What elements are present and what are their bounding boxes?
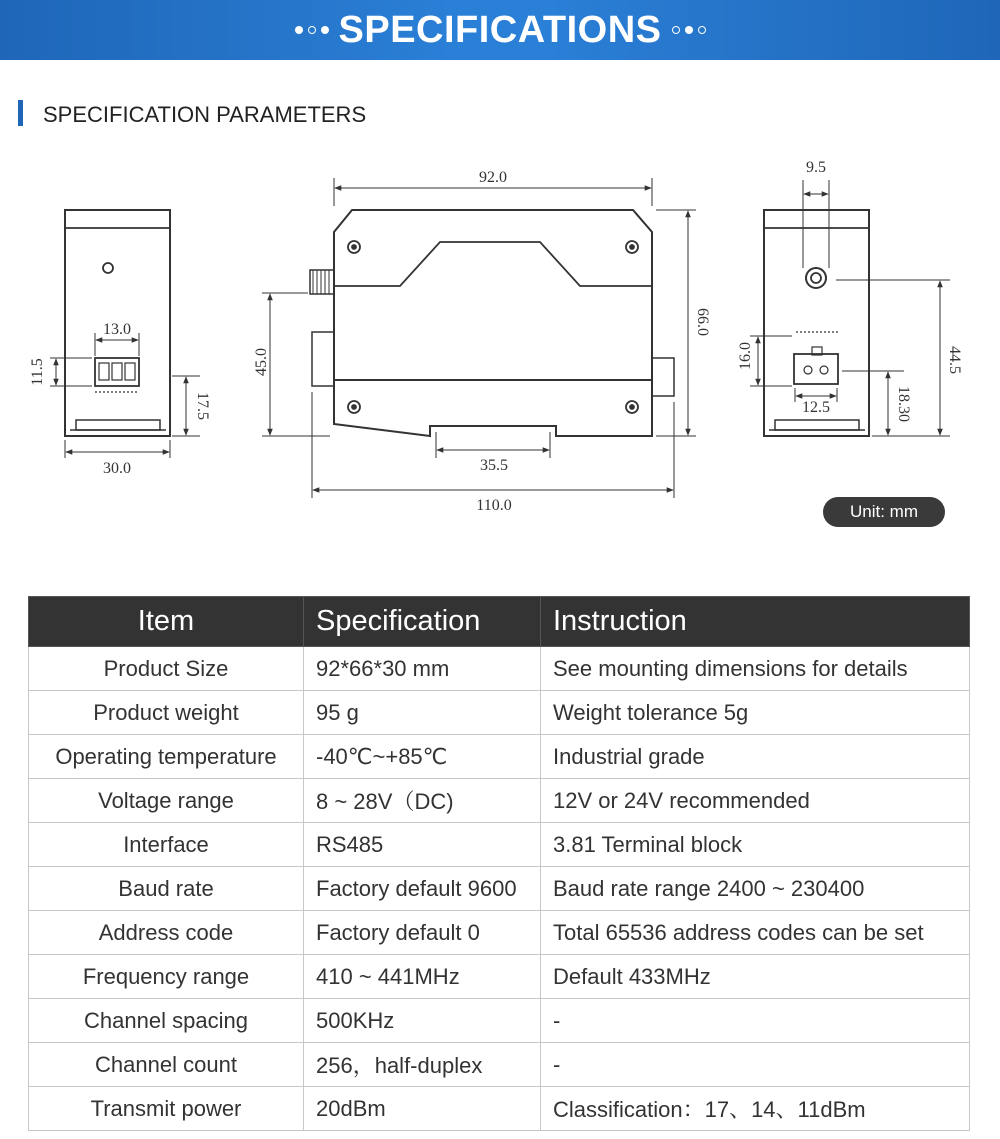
- dots-left-decoration: [295, 26, 329, 34]
- table-row: [29, 1087, 970, 1131]
- item-cell: Channel spacing: [29, 999, 304, 1043]
- specification-cell: 92*66*30 mm: [304, 647, 541, 691]
- column-header-instruction: Instruction: [541, 597, 970, 647]
- specification-cell: 500KHz: [304, 999, 541, 1043]
- table-row: [29, 647, 970, 691]
- right-antenna-offset-dimension: 9.5: [806, 159, 826, 176]
- left-terminal-width-dimension: 13.0: [103, 321, 131, 338]
- instruction-cell: Baud rate range 2400 ~ 230400: [541, 867, 970, 911]
- item-cell: Voltage range: [29, 779, 304, 823]
- specification-cell: 256，half-duplex: [304, 1043, 541, 1087]
- instruction-cell: Industrial grade: [541, 735, 970, 779]
- table-row: [29, 1043, 970, 1087]
- right-side-view: [737, 159, 963, 436]
- item-cell: Interface: [29, 823, 304, 867]
- header-banner: [0, 0, 1000, 60]
- specification-cell: 8 ~ 28V（DC): [304, 779, 541, 823]
- item-cell: Baud rate: [29, 867, 304, 911]
- table-row: [29, 867, 970, 911]
- right-terminal-width-dimension: 12.5: [802, 399, 830, 416]
- item-cell: Address code: [29, 911, 304, 955]
- dimension-drawing: [0, 140, 1000, 540]
- item-cell: Transmit power: [29, 1087, 304, 1131]
- left-terminal-offset-dimension: 17.5: [194, 392, 211, 420]
- left-side-view: [29, 210, 211, 477]
- item-cell: Product weight: [29, 691, 304, 735]
- specification-cell: Factory default 0: [304, 911, 541, 955]
- table-row: [29, 823, 970, 867]
- front-total-length-dimension: 110.0: [476, 497, 512, 514]
- specification-cell: 95 g: [304, 691, 541, 735]
- table-row: [29, 999, 970, 1043]
- front-height-dimension: 66.0: [694, 308, 711, 336]
- right-terminal-offset-dimension: 18.30: [895, 386, 912, 422]
- front-view: [253, 169, 711, 514]
- instruction-cell: Default 433MHz: [541, 955, 970, 999]
- instruction-cell: 3.81 Terminal block: [541, 823, 970, 867]
- item-cell: Frequency range: [29, 955, 304, 999]
- specification-cell: 410 ~ 441MHz: [304, 955, 541, 999]
- column-header-specification: Specification: [304, 597, 541, 647]
- left-terminal-height-dimension: 11.5: [29, 358, 46, 386]
- instruction-cell: Classification：17、14、11dBm: [541, 1087, 970, 1131]
- table-row: [29, 911, 970, 955]
- table-row: [29, 955, 970, 999]
- table-row: [29, 691, 970, 735]
- banner-title: SPECIFICATIONS: [338, 8, 662, 51]
- instruction-cell: See mounting dimensions for details: [541, 647, 970, 691]
- right-antenna-height-dimension: 44.5: [946, 346, 963, 374]
- item-cell: Operating temperature: [29, 735, 304, 779]
- unit-badge: Unit: mm: [823, 497, 945, 527]
- section-accent-bar: [18, 100, 23, 126]
- instruction-cell: -: [541, 1043, 970, 1087]
- front-rail-height-dimension: 45.0: [253, 348, 270, 376]
- front-rail-slot-dimension: 35.5: [480, 457, 508, 474]
- table-row: [29, 735, 970, 779]
- item-cell: Product Size: [29, 647, 304, 691]
- instruction-cell: Total 65536 address codes can be set: [541, 911, 970, 955]
- dots-right-decoration: [672, 26, 706, 34]
- left-width-dimension: 30.0: [103, 460, 131, 477]
- specification-cell: 20dBm: [304, 1087, 541, 1131]
- front-width-dimension: 92.0: [479, 169, 507, 186]
- table-header-row: [29, 597, 970, 647]
- column-header-item: Item: [29, 597, 304, 647]
- instruction-cell: -: [541, 999, 970, 1043]
- section-title: SPECIFICATION PARAMETERS: [43, 102, 367, 127]
- specification-cell: RS485: [304, 823, 541, 867]
- instruction-cell: Weight tolerance 5g: [541, 691, 970, 735]
- right-terminal-height-dimension: 16.0: [737, 342, 754, 370]
- specification-cell: Factory default 9600: [304, 867, 541, 911]
- item-cell: Channel count: [29, 1043, 304, 1087]
- specification-cell: -40℃~+85℃: [304, 735, 541, 779]
- instruction-cell: 12V or 24V recommended: [541, 779, 970, 823]
- specification-table: [28, 596, 970, 1131]
- table-row: [29, 779, 970, 823]
